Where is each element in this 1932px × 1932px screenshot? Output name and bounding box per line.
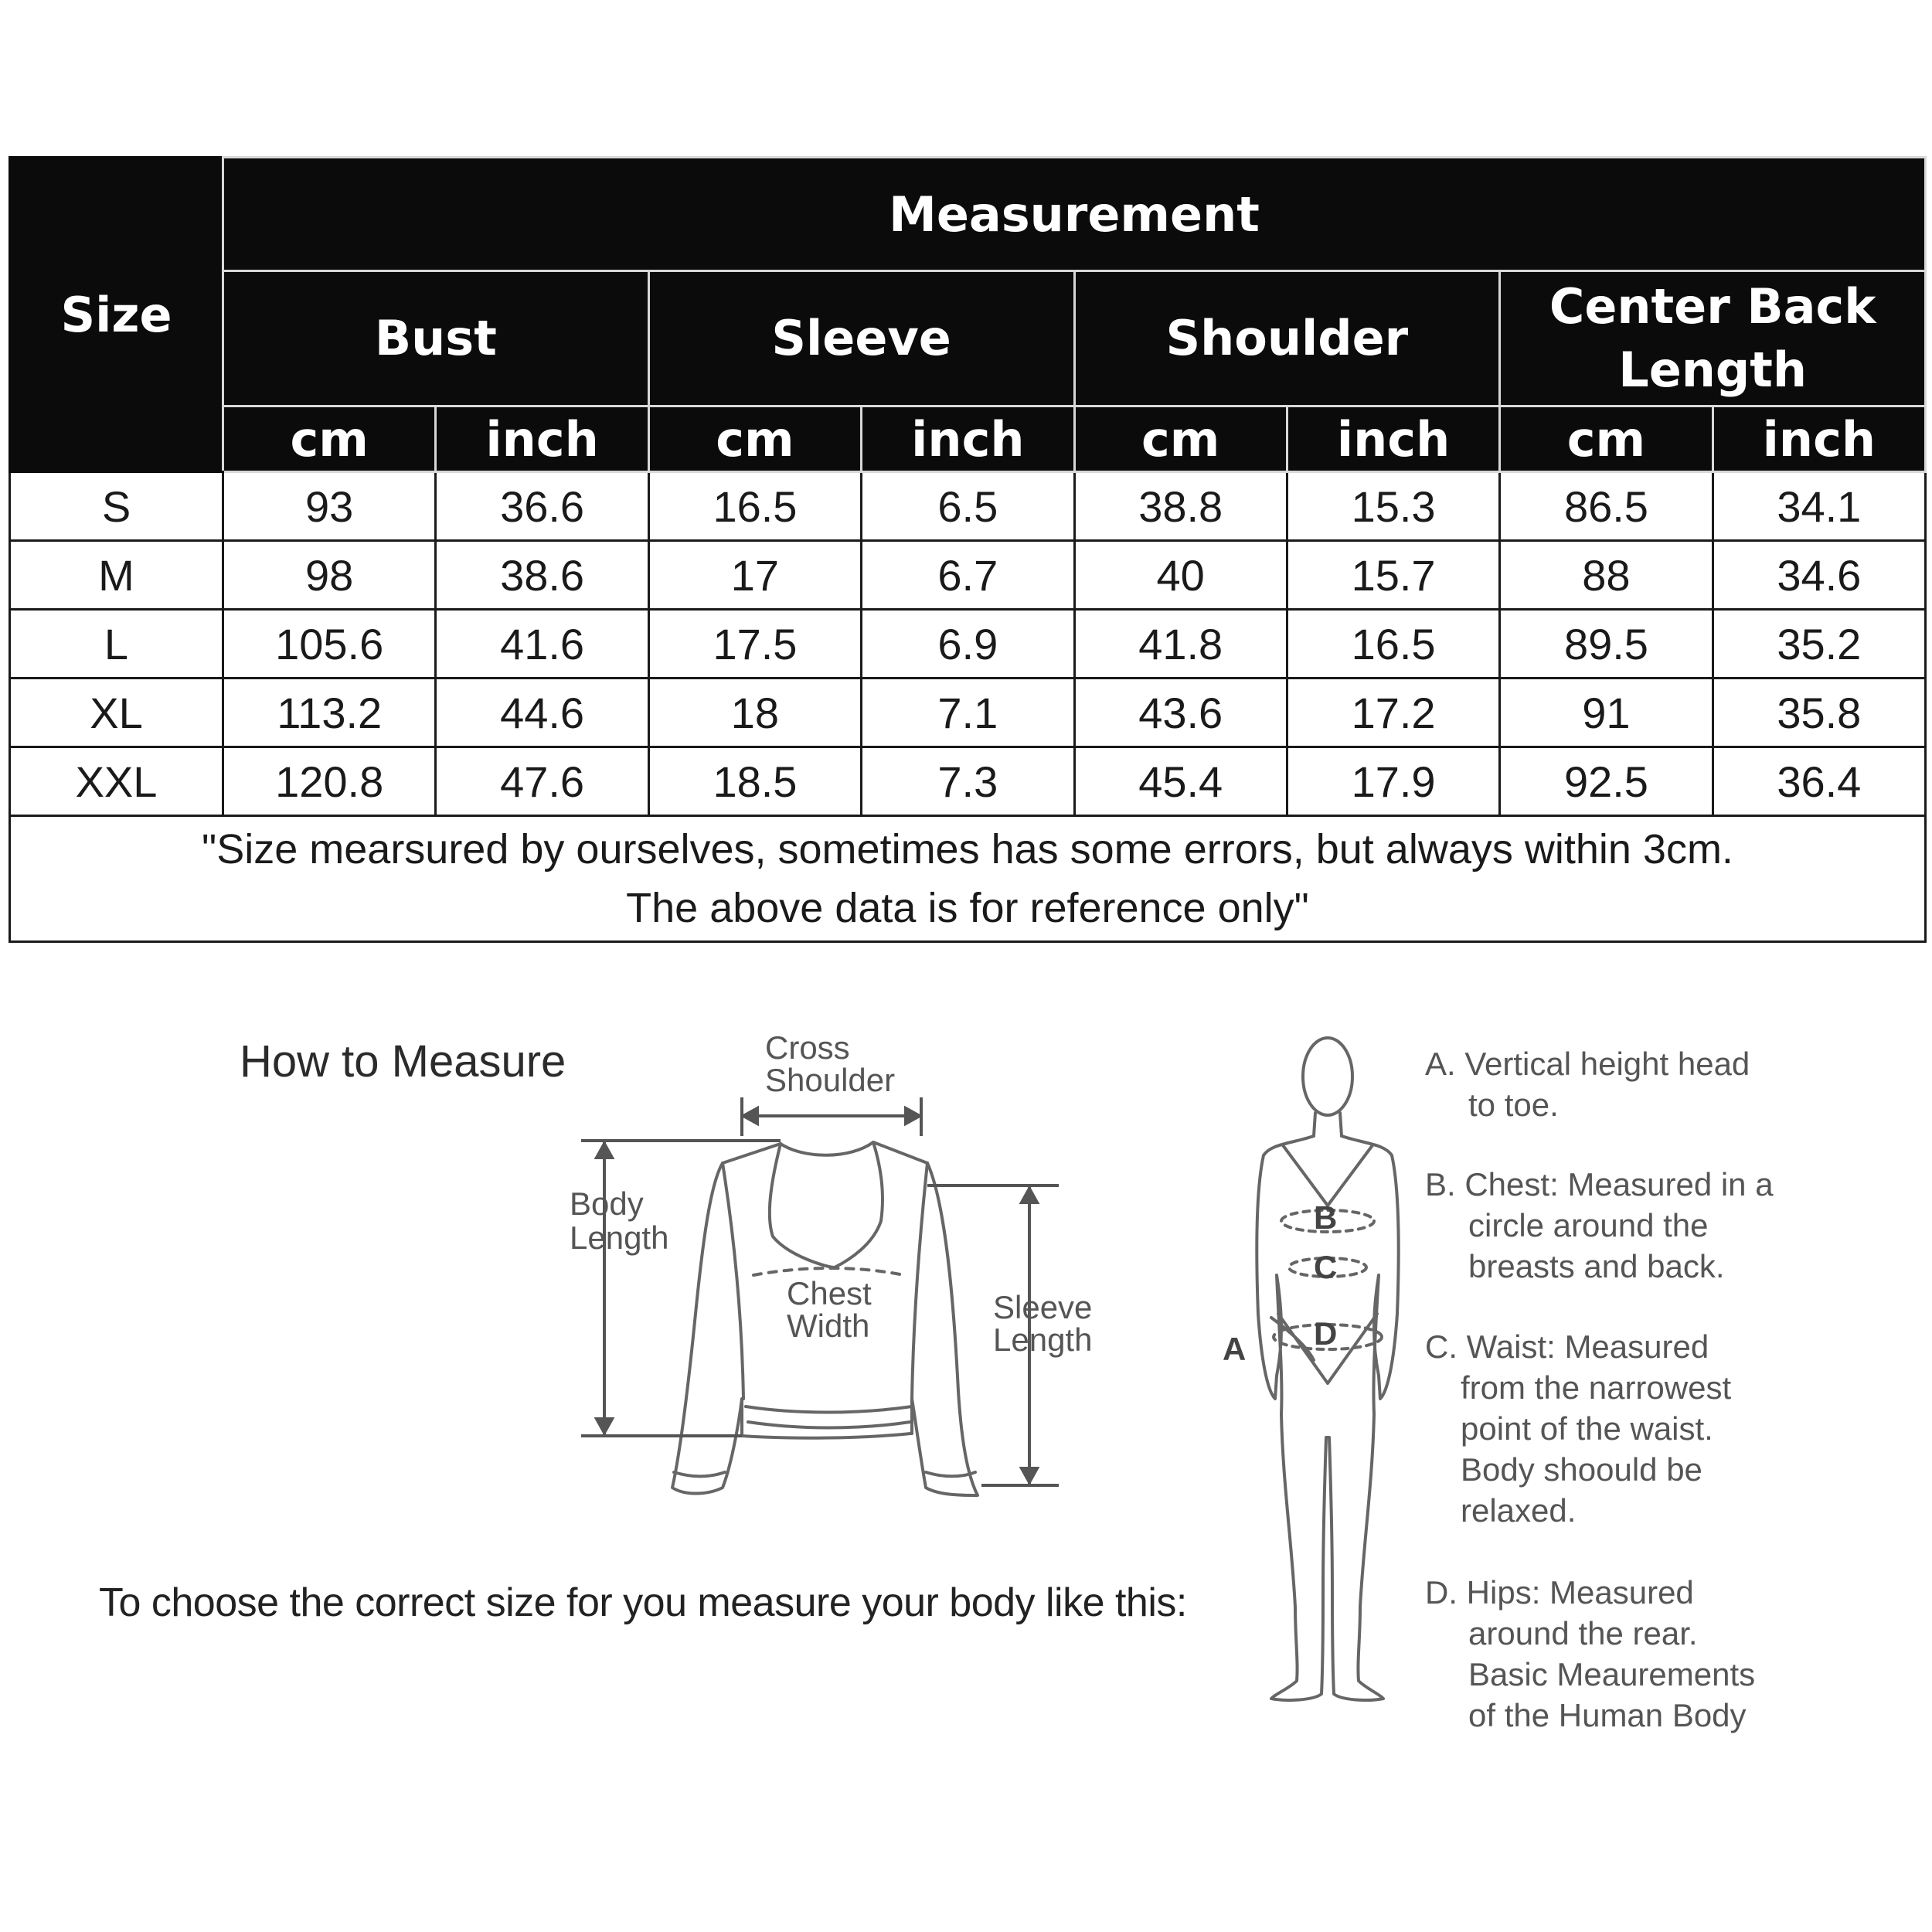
value-cell: 47.6 <box>436 747 648 816</box>
value-cell: 35.8 <box>1713 679 1925 747</box>
value-cell: 6.7 <box>862 541 1074 610</box>
value-cell: 86.5 <box>1500 472 1713 541</box>
legend-b-line: breasts and back. <box>1468 1248 1725 1284</box>
size-cell: L <box>10 610 223 679</box>
label-chest-width-2: Width <box>787 1308 870 1344</box>
legend-c-line: Body shoould be <box>1461 1451 1702 1488</box>
label-cross-shoulder-1: Cross <box>765 1029 850 1066</box>
value-cell: 91 <box>1500 679 1713 747</box>
group-header-bust: Bust <box>223 271 649 406</box>
legend-d-line: Basic Meaurements <box>1468 1656 1756 1692</box>
legend-b-line: B. Chest: Measured in a <box>1425 1166 1774 1202</box>
label-cross-shoulder-2: Shoulder <box>765 1062 896 1098</box>
unit-header: inch <box>1287 406 1499 472</box>
value-cell: 18 <box>648 679 861 747</box>
body-figure-illustration <box>1257 1038 1398 1700</box>
unit-header: cm <box>648 406 861 472</box>
unit-header: inch <box>1713 406 1925 472</box>
value-cell: 41.8 <box>1074 610 1287 679</box>
value-cell: 36.6 <box>436 472 648 541</box>
value-cell: 93 <box>223 472 436 541</box>
legend-a-line: to toe. <box>1468 1087 1559 1123</box>
size-header: Size <box>10 158 223 472</box>
unit-header: cm <box>1500 406 1713 472</box>
legend-c-line: C. Waist: Measured <box>1425 1328 1709 1365</box>
value-cell: 6.5 <box>862 472 1074 541</box>
label-sleeve-length-2: Length <box>993 1321 1093 1358</box>
value-cell: 92.5 <box>1500 747 1713 816</box>
legend-a <box>1425 1043 1750 1125</box>
value-cell: 17.2 <box>1287 679 1499 747</box>
value-cell: 88 <box>1500 541 1713 610</box>
size-cell: M <box>10 541 223 610</box>
legend-a-line: A. Vertical height head <box>1425 1046 1750 1082</box>
legend-b-line: circle around the <box>1468 1207 1709 1243</box>
legend-c <box>1425 1326 1731 1531</box>
unit-header: inch <box>862 406 1074 472</box>
value-cell: 44.6 <box>436 679 648 747</box>
value-cell: 16.5 <box>1287 610 1499 679</box>
legend-d <box>1425 1572 1755 1736</box>
value-cell: 34.6 <box>1713 541 1925 610</box>
note-line-1: "Size mearsured by ourselves, sometimes has some errors, but always within 3cm. <box>202 826 1733 872</box>
group-header-sleeve: Sleeve <box>648 271 1074 406</box>
value-cell: 45.4 <box>1074 747 1287 816</box>
note-line-2: The above data is for reference only" <box>626 885 1309 931</box>
value-cell: 34.1 <box>1713 472 1925 541</box>
value-cell: 38.6 <box>436 541 648 610</box>
value-cell: 105.6 <box>223 610 436 679</box>
size-cell: XXL <box>10 747 223 816</box>
value-cell: 89.5 <box>1500 610 1713 679</box>
legend-c-line: relaxed. <box>1461 1492 1577 1529</box>
value-cell: 18.5 <box>648 747 861 816</box>
value-cell: 16.5 <box>648 472 861 541</box>
body-label-c: C <box>1314 1249 1338 1285</box>
value-cell: 7.3 <box>862 747 1074 816</box>
size-cell: XL <box>10 679 223 747</box>
value-cell: 35.2 <box>1713 610 1925 679</box>
value-cell: 113.2 <box>223 679 436 747</box>
value-cell: 98 <box>223 541 436 610</box>
body-label-b: B <box>1314 1199 1338 1236</box>
value-cell: 120.8 <box>223 747 436 816</box>
label-body-length-1: Body <box>570 1185 644 1222</box>
value-cell: 15.7 <box>1287 541 1499 610</box>
value-cell: 40 <box>1074 541 1287 610</box>
value-cell: 7.1 <box>862 679 1074 747</box>
body-label-d: D <box>1314 1315 1338 1352</box>
how-to-measure-title: How to Measure <box>240 1036 566 1087</box>
legend-d-line: of the Human Body <box>1468 1697 1747 1733</box>
group-header-center-back-length: Center Back Length <box>1500 271 1926 406</box>
legend-c-line: from the narrowest <box>1461 1369 1732 1406</box>
group-header-shoulder: Shoulder <box>1074 271 1500 406</box>
unit-header: cm <box>223 406 436 472</box>
value-cell: 17.9 <box>1287 747 1499 816</box>
label-chest-width-1: Chest <box>787 1275 872 1311</box>
size-cell: S <box>10 472 223 541</box>
unit-header: inch <box>436 406 648 472</box>
value-cell: 41.6 <box>436 610 648 679</box>
measurement-header: Measurement <box>223 158 1926 271</box>
unit-header: cm <box>1074 406 1287 472</box>
body-label-a: A <box>1223 1331 1247 1367</box>
legend-d-line: D. Hips: Measured <box>1425 1574 1694 1611</box>
value-cell: 36.4 <box>1713 747 1925 816</box>
label-body-length-2: Length <box>570 1219 669 1256</box>
value-cell: 38.8 <box>1074 472 1287 541</box>
label-sleeve-length-1: Sleeve <box>993 1289 1093 1325</box>
value-cell: 6.9 <box>862 610 1074 679</box>
legend-b <box>1425 1164 1774 1287</box>
value-cell: 15.3 <box>1287 472 1499 541</box>
value-cell: 17 <box>648 541 861 610</box>
choose-size-instruction: To choose the correct size for you measure your body like this: <box>99 1580 1187 1625</box>
value-cell: 17.5 <box>648 610 861 679</box>
legend-d-line: around the rear. <box>1468 1615 1698 1651</box>
legend-c-line: point of the waist. <box>1461 1410 1713 1447</box>
value-cell: 43.6 <box>1074 679 1287 747</box>
